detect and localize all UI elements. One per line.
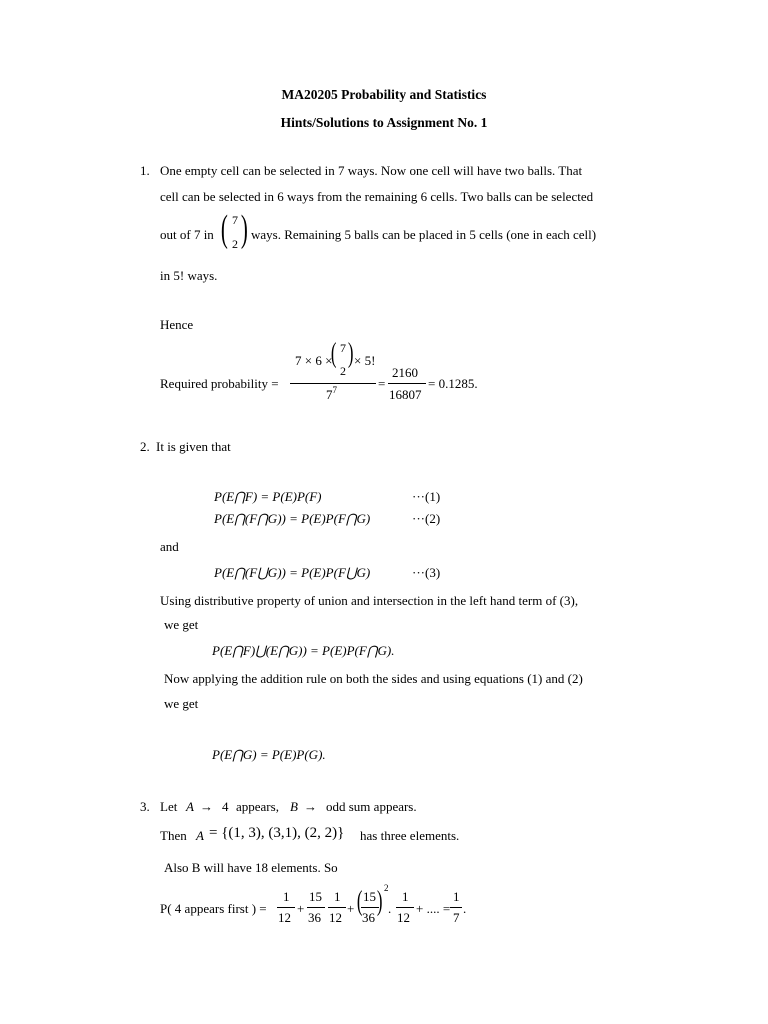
fraction-bar-1 xyxy=(290,383,376,384)
q3-let: Let xyxy=(160,799,178,814)
q3-dots: + .... = xyxy=(416,901,451,916)
f4-den: 36 xyxy=(362,910,375,925)
num-binom-left-paren: ( xyxy=(330,338,337,369)
f5-den: 12 xyxy=(397,910,410,925)
f5-num: 1 xyxy=(402,889,409,904)
q2-eq4: P(E⋂F)⋃(E⋂G)) = P(E)P(F⋂G). xyxy=(212,643,395,658)
f1-num: 1 xyxy=(283,889,290,904)
binom-bottom: 2 xyxy=(232,237,238,251)
f3-den: 12 xyxy=(329,910,342,925)
frac-num-a: 7 × 6 × xyxy=(295,353,333,368)
frac-den-base: 7 xyxy=(326,387,333,402)
num-binom-right-paren: ) xyxy=(347,338,354,369)
q3-number: 3. xyxy=(140,799,150,814)
q1-line3a: out of 7 in xyxy=(160,227,214,242)
binom-left-paren: ( xyxy=(220,208,228,250)
q2-eq1-tag: ···(1) xyxy=(412,489,441,504)
page-subtitle: Hints/Solutions to Assignment No. 1 xyxy=(280,115,488,130)
q1-hence: Hence xyxy=(160,317,194,332)
q1-line1: One empty cell can be selected in 7 ways. Now one cell will have two balls. That xyxy=(160,163,583,178)
dot-1: . xyxy=(388,901,392,916)
arrow-icon: → xyxy=(200,799,213,814)
q2-text4: we get xyxy=(164,696,199,711)
f1-bar xyxy=(277,907,295,908)
equals-sign: = xyxy=(378,376,386,391)
q2-number: 2. xyxy=(140,439,150,454)
f2-bar xyxy=(307,907,325,908)
q2-eq3: P(E⋂(F⋃G)) = P(E)P(F⋃G) xyxy=(214,565,371,580)
fraction-bar-2 xyxy=(388,383,426,384)
q2-text2: we get xyxy=(164,617,199,632)
f2-den: 36 xyxy=(308,910,321,925)
f4-num: 15 xyxy=(363,889,376,904)
q3-also: Also B will have 18 elements. So xyxy=(164,860,338,875)
frac-num-b: × 5! xyxy=(354,353,376,368)
prob-label: Required probability = xyxy=(160,376,279,391)
frac-den-exp: 7 xyxy=(332,385,337,395)
q3-four: 4 xyxy=(222,799,229,814)
frac2-num: 2160 xyxy=(392,365,418,380)
q3-set-after: has three elements. xyxy=(360,828,460,843)
q3-odd: odd sum appears. xyxy=(326,799,417,814)
f2-num: 15 xyxy=(309,889,322,904)
q3-set: = {(1, 3), (3,1), (2, 2)} xyxy=(209,825,345,841)
q1-result: = 0.1285. xyxy=(428,376,478,391)
q3-then: Then xyxy=(160,828,187,843)
plus-1: + xyxy=(297,901,305,916)
q1-line2: cell can be selected in 6 ways from the remaining 6 cells. Two balls can be selected xyxy=(160,189,594,204)
f4-right-paren: ) xyxy=(376,886,383,917)
f6-num: 1 xyxy=(453,889,460,904)
f6-bar xyxy=(450,907,462,908)
num-binom-top: 7 xyxy=(340,341,346,355)
q3-end: . xyxy=(463,901,467,916)
q2-eq3-tag: ···(3) xyxy=(412,565,441,580)
f5-bar xyxy=(396,907,414,908)
page-title: MA20205 Probability and Statistics xyxy=(281,87,487,102)
q2-and: and xyxy=(160,539,179,554)
q3-B: B xyxy=(290,799,298,814)
f6-den: 7 xyxy=(453,910,460,925)
q1-line3b: ways. Remaining 5 balls can be placed in 5 cells (one in each cell) xyxy=(251,227,597,242)
arrow-icon: → xyxy=(304,799,317,814)
q2-eq2: P(E⋂(F⋂G)) = P(E)P(F⋂G) xyxy=(214,511,371,526)
binom-right-paren: ) xyxy=(240,208,248,250)
f1-den: 12 xyxy=(278,910,291,925)
q3-appears: appears, xyxy=(236,799,279,814)
plus-2: + xyxy=(347,901,355,916)
q2-eq1: P(E⋂F) = P(E)P(F) xyxy=(214,489,322,504)
f4-exponent: 2 xyxy=(384,883,389,893)
q2-text3: Now applying the addition rule on both the sides and using equations (1) and (2) xyxy=(164,671,583,686)
q3-A: A xyxy=(186,799,194,814)
frac-den xyxy=(326,385,337,402)
q1-number: 1. xyxy=(140,163,150,178)
q3-p-label: P( 4 appears first ) = xyxy=(160,901,267,916)
f4-left-paren: ( xyxy=(356,886,363,917)
frac2-den: 16807 xyxy=(389,387,422,402)
binom-top: 7 xyxy=(232,213,238,227)
f3-num: 1 xyxy=(334,889,341,904)
f3-bar xyxy=(328,907,346,908)
num-binom-bottom: 2 xyxy=(340,364,346,378)
q2-eq5: P(E⋂G) = P(E)P(G). xyxy=(212,747,326,762)
q2-text1: Using distributive property of union and intersection in the left hand term of (3), xyxy=(160,593,579,608)
q2-intro: It is given that xyxy=(156,439,231,454)
q3-A-set: A xyxy=(196,828,204,843)
q2-eq2-tag: ···(2) xyxy=(412,511,441,526)
q1-line4: in 5! ways. xyxy=(160,268,218,283)
